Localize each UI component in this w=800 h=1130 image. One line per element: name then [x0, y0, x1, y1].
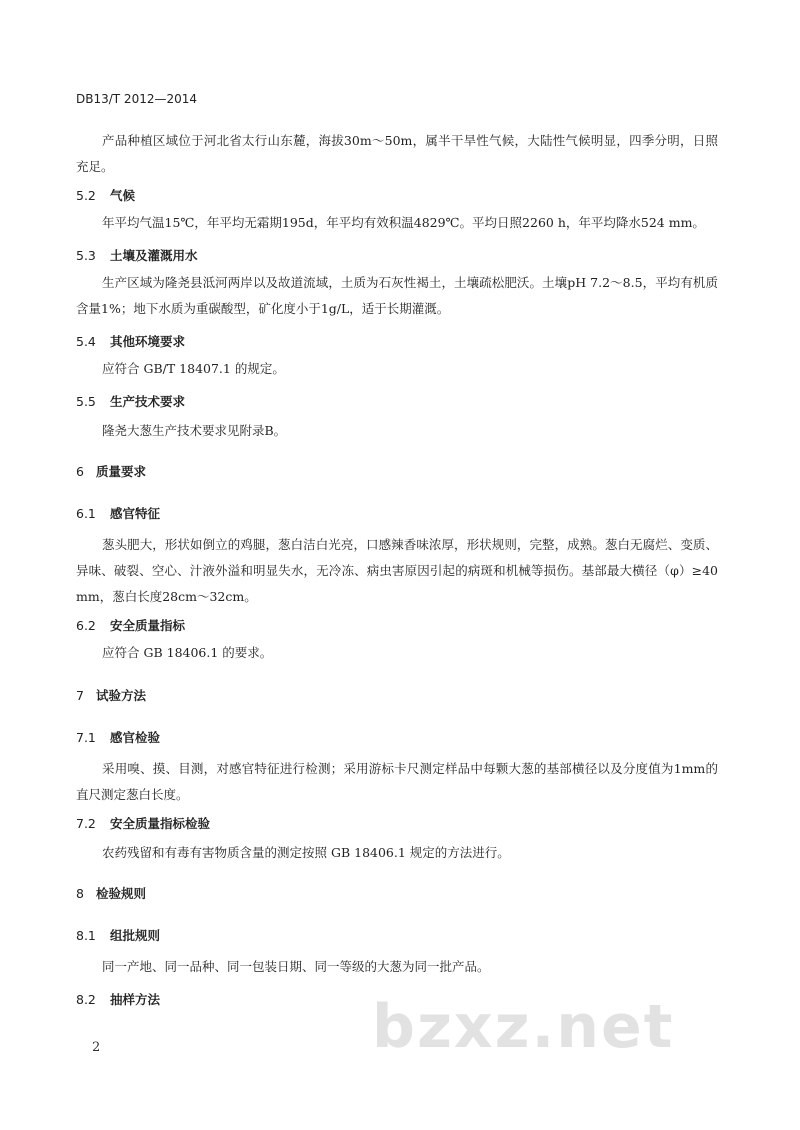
paragraph-climate: 年平均气温15℃，年平均无霜期195d，年平均有效积温4829℃。平均日照2260 h，年平均降水524 mm。 [102, 215, 705, 230]
paragraph-sensory: 葱头肥大，形状如倒立的鸡腿，葱白洁白光亮，口感辣香味浓厚，形状规则，完整，成熟。葱白无腐烂、变质、异味、破裂、空心、汁液外溢和明显失水，无冷冻、病虫害原因引起的病斑和机械等损伤。基部最大横径（φ）≥40 mm，葱白长度28cm～32cm。 [76, 537, 718, 604]
heading-number: 5.4 [76, 334, 96, 349]
heading-6-1 [76, 504, 160, 522]
paragraph-environment: 应符合 GB/T 18407.1 的规定。 [102, 361, 285, 376]
paragraph-production: 隆尧大葱生产技术要求见附录B。 [102, 423, 287, 438]
heading-title: 安全质量指标 [110, 618, 186, 633]
paragraph-region: 产品种植区域位于河北省太行山东麓，海拔30m～50m，属半干旱性气候，大陆性气候明显，四季分明，日照充足。 [76, 133, 718, 174]
heading-title: 检验规则 [96, 886, 147, 901]
heading-number: 8.1 [76, 928, 96, 943]
paragraph-sensory-test: 采用嗅、摸、目测，对感官特征进行检测；采用游标卡尺测定样品中每颗大葱的基部横径以及分度值为1mm的直尺测定葱白长度。 [76, 761, 718, 802]
page-number: 2 [92, 1040, 101, 1055]
heading-6-2 [76, 616, 185, 634]
heading-title: 感官检验 [110, 730, 161, 745]
heading-number: 7.1 [76, 730, 96, 745]
paragraph-batching: 同一产地、同一品种、同一包装日期、同一等级的大葱为同一批产品。 [102, 959, 490, 974]
watermark: bzxz.net [372, 992, 675, 1062]
heading-5-3 [76, 246, 198, 264]
heading-5-2 [76, 186, 135, 204]
heading-title: 抽样方法 [110, 992, 161, 1007]
paragraph-soil: 生产区域为隆尧县泜河两岸以及故道流域，土质为石灰性褐土，土壤疏松肥沃。土壤pH 7.2～8.5，平均有机质含量1%；地下水质为重碳酸型，矿化度小于1g/L，适于长期灌溉。 [76, 275, 718, 316]
heading-title: 土壤及灌溉用水 [110, 248, 198, 263]
heading-8 [76, 884, 146, 902]
heading-7 [76, 686, 146, 704]
heading-number: 8 [76, 886, 84, 901]
heading-8-1 [76, 926, 160, 944]
heading-number: 5.5 [76, 394, 96, 409]
heading-title: 其他环境要求 [110, 334, 186, 349]
heading-number: 7 [76, 688, 84, 703]
heading-5-5 [76, 392, 185, 410]
heading-8-2 [76, 990, 160, 1008]
heading-title: 气候 [110, 188, 136, 203]
heading-title: 试验方法 [96, 688, 147, 703]
heading-number: 6 [76, 464, 84, 479]
heading-title: 生产技术要求 [110, 394, 186, 409]
heading-number: 7.2 [76, 816, 96, 831]
heading-7-1 [76, 728, 160, 746]
heading-number: 5.3 [76, 248, 96, 263]
heading-number: 8.2 [76, 992, 96, 1007]
heading-5-4 [76, 332, 185, 350]
paragraph-safety-test: 农药残留和有毒有害物质含量的测定按照 GB 18406.1 规定的方法进行。 [102, 845, 510, 860]
heading-title: 质量要求 [96, 464, 147, 479]
heading-number: 6.1 [76, 506, 96, 521]
heading-number: 6.2 [76, 618, 96, 633]
heading-title: 安全质量指标检验 [110, 816, 211, 831]
heading-6 [76, 462, 146, 480]
heading-title: 感官特征 [110, 506, 161, 521]
paragraph-safety: 应符合 GB 18406.1 的要求。 [102, 645, 273, 660]
heading-title: 组批规则 [110, 928, 161, 943]
document-header: DB13/T 2012—2014 [76, 92, 198, 106]
heading-number: 5.2 [76, 188, 96, 203]
heading-7-2 [76, 814, 210, 832]
